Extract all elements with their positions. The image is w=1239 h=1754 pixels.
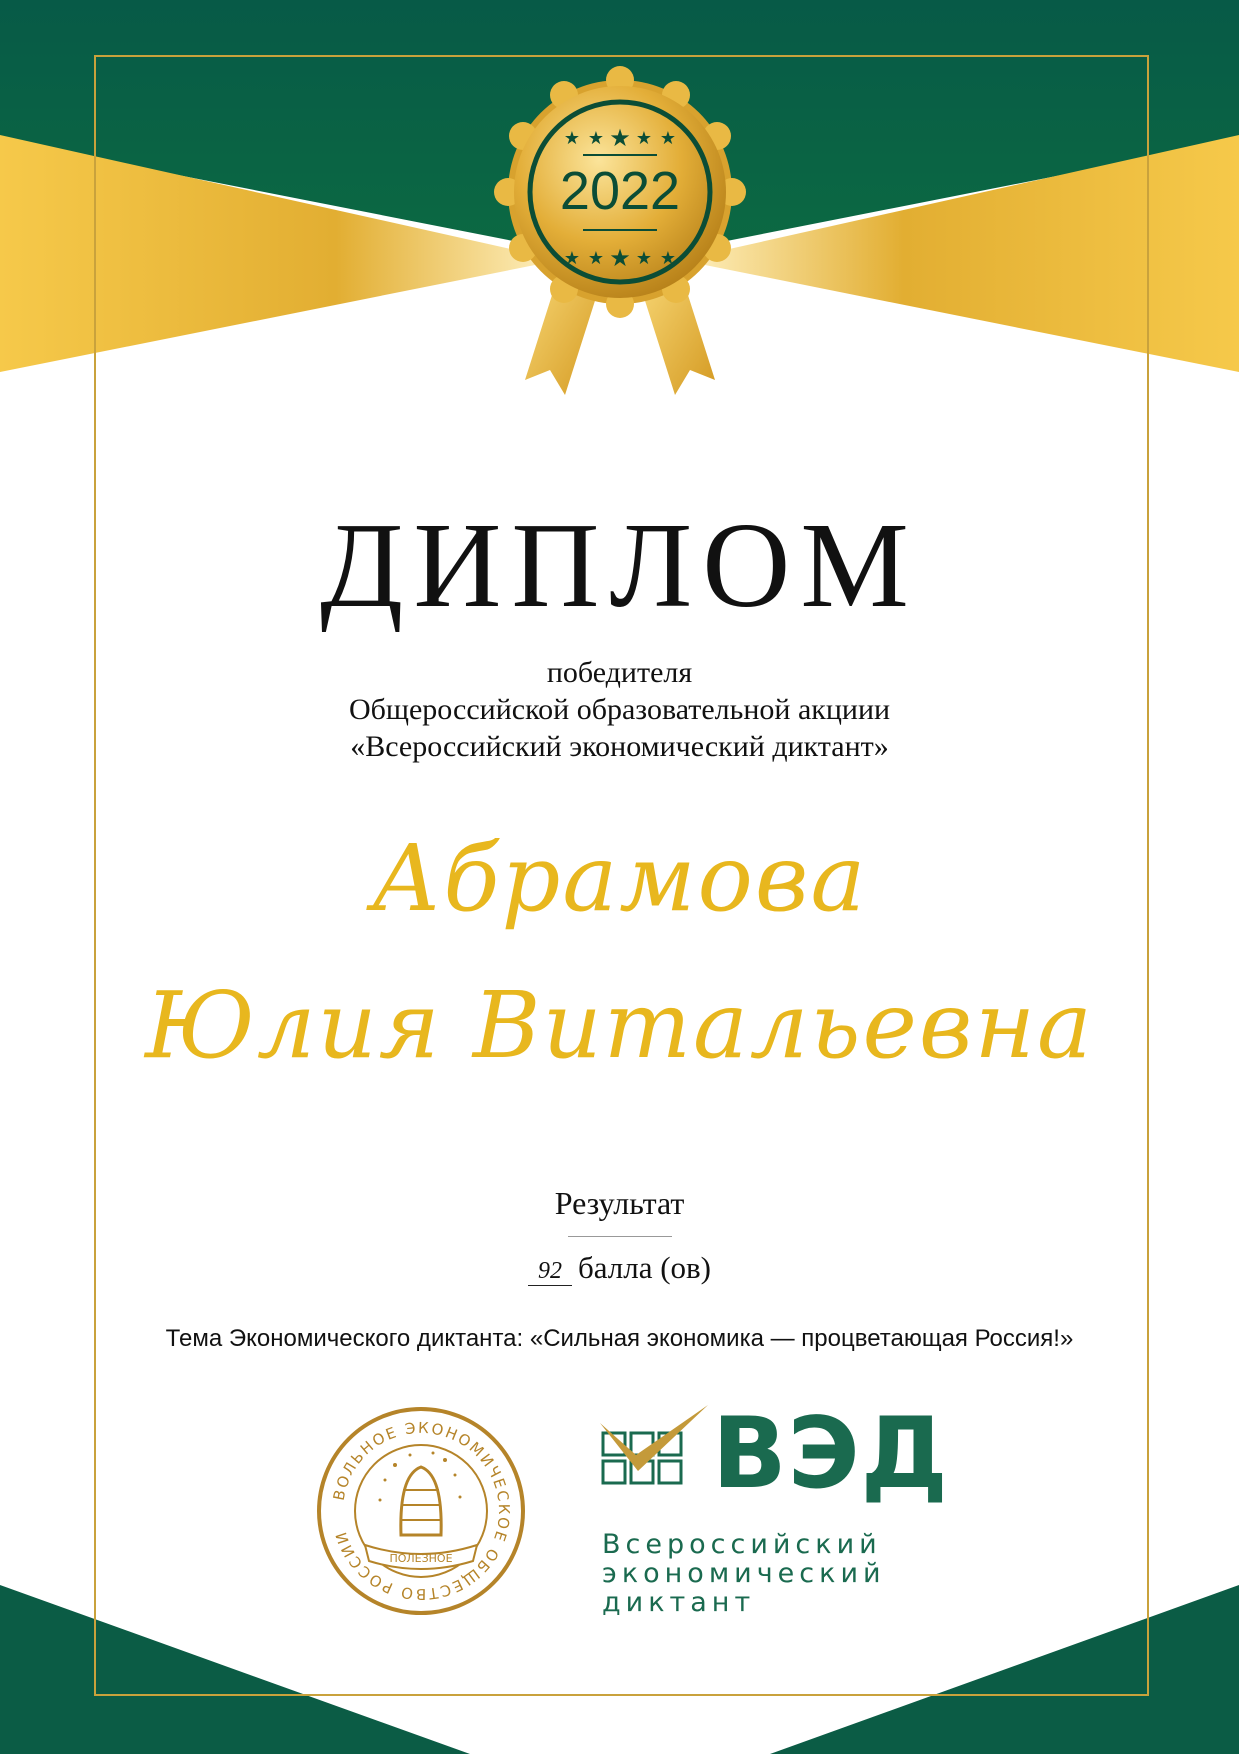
svg-text:★: ★ <box>587 128 605 149</box>
svg-text:★: ★ <box>563 128 581 149</box>
recipient-name: Юлия Витальевна <box>145 972 1094 1079</box>
svg-text:★: ★ <box>609 124 631 152</box>
result-divider <box>568 1236 672 1237</box>
dictation-theme: Тема Экономического диктанта: «Сильная экономика — процветающая Россия!» <box>165 1325 1074 1352</box>
svg-text:★: ★ <box>563 248 581 269</box>
ved-caption-line-2: экономический <box>602 1558 886 1589</box>
score-row <box>0 1250 1239 1286</box>
score-value: 92 <box>528 1258 572 1286</box>
recipient-surname: Абрамова <box>371 825 868 932</box>
svg-text:ВОЛЬНОЕ ЭКОНОМИЧЕСКОЕ ОБЩЕСТВО <box>330 1419 513 1603</box>
svg-text:★: ★ <box>659 248 677 269</box>
veo-ring-text: ВОЛЬНОЕ ЭКОНОМИЧЕСКОЕ ОБЩЕСТВО РОССИИ <box>329 1418 514 1604</box>
ved-grid-check-icon <box>598 1405 708 1515</box>
veo-logo <box>315 1405 527 1617</box>
ved-caption-line-1: Всероссийский <box>602 1529 882 1560</box>
diploma-subtitle-3: «Всероссийский экономический диктант» <box>350 730 889 763</box>
svg-text:★: ★ <box>609 244 631 272</box>
veo-ribbon-text: ПОЛЕЗНОЕ <box>389 1552 453 1565</box>
svg-text:★: ★ <box>635 128 653 149</box>
svg-text:★: ★ <box>635 248 653 269</box>
ved-caption-line-3: диктант <box>602 1587 756 1618</box>
diploma-subtitle-2: Общероссийской образовательной акциии <box>348 693 891 726</box>
ved-caption <box>602 1530 942 1617</box>
beehive-icon <box>379 1452 462 1536</box>
result-label: Результат <box>554 1185 685 1221</box>
svg-text:★: ★ <box>587 248 605 269</box>
diploma-title: ДИПЛОМ <box>320 498 919 633</box>
ved-abbreviation: ВЭД <box>712 1397 949 1511</box>
score-suffix: балла (ов) <box>577 1250 712 1285</box>
svg-text:★: ★ <box>659 128 677 149</box>
diploma-subtitle-1: победителя <box>546 656 693 689</box>
seal-year: 2022 <box>559 161 681 221</box>
